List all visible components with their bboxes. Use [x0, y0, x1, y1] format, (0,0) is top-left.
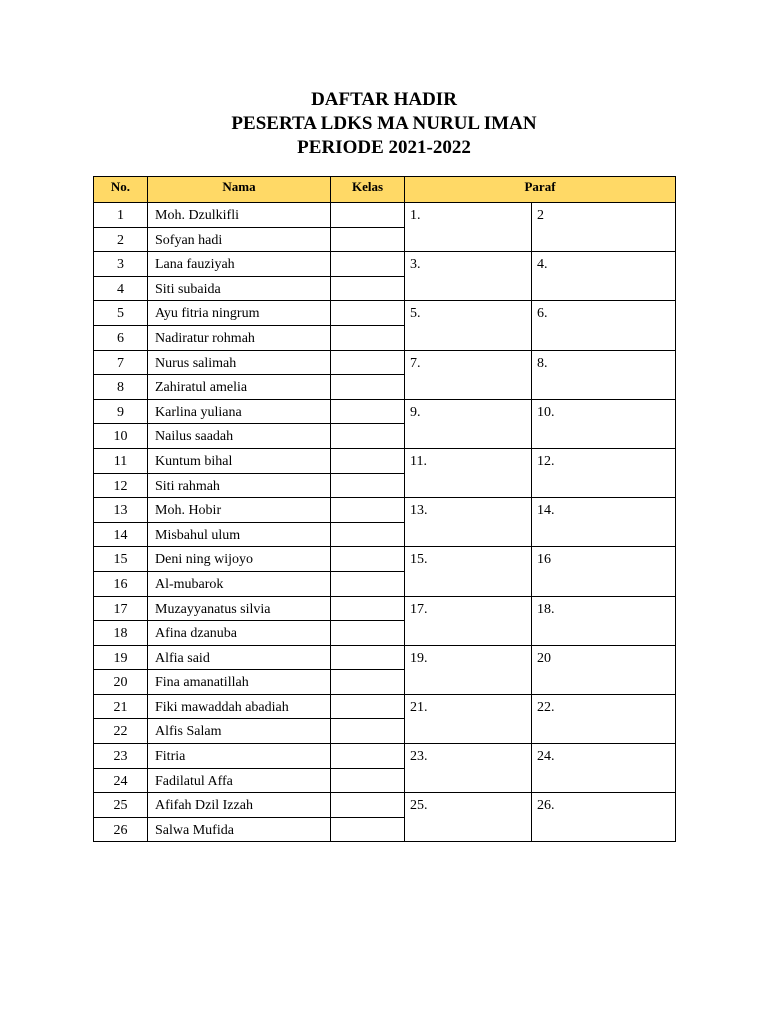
- cell-paraf-left[interactable]: 9.: [405, 399, 532, 448]
- cell-paraf-right[interactable]: 18.: [532, 596, 676, 645]
- cell-paraf-right[interactable]: 24.: [532, 744, 676, 793]
- cell-nama: Salwa Mufida: [148, 817, 331, 842]
- cell-nama: Alfia said: [148, 645, 331, 670]
- cell-kelas[interactable]: [331, 301, 405, 326]
- cell-paraf-left[interactable]: 21.: [405, 694, 532, 743]
- cell-no: 10: [94, 424, 148, 449]
- cell-no: 17: [94, 596, 148, 621]
- cell-paraf-left[interactable]: 7.: [405, 350, 532, 399]
- cell-paraf-left[interactable]: 13.: [405, 498, 532, 547]
- cell-kelas[interactable]: [331, 325, 405, 350]
- cell-no: 25: [94, 793, 148, 818]
- cell-paraf-left[interactable]: 17.: [405, 596, 532, 645]
- cell-nama: Fiki mawaddah abadiah: [148, 694, 331, 719]
- cell-nama: Karlina yuliana: [148, 399, 331, 424]
- table-body: [94, 203, 676, 842]
- cell-paraf-right[interactable]: 14.: [532, 498, 676, 547]
- cell-paraf-left[interactable]: 25.: [405, 793, 532, 842]
- cell-nama: Muzayyanatus silvia: [148, 596, 331, 621]
- cell-no: 12: [94, 473, 148, 498]
- cell-no: 26: [94, 817, 148, 842]
- table-row: [94, 448, 676, 473]
- cell-no: 11: [94, 448, 148, 473]
- table-row: [94, 793, 676, 818]
- cell-nama: Alfis Salam: [148, 719, 331, 744]
- title-line-3: PERIODE 2021-2022: [297, 137, 471, 158]
- cell-kelas[interactable]: [331, 276, 405, 301]
- cell-kelas[interactable]: [331, 522, 405, 547]
- cell-no: 2: [94, 227, 148, 252]
- cell-nama: Kuntum bihal: [148, 448, 331, 473]
- cell-kelas[interactable]: [331, 399, 405, 424]
- cell-paraf-right[interactable]: 8.: [532, 350, 676, 399]
- cell-nama: Nurus salimah: [148, 350, 331, 375]
- cell-no: 6: [94, 325, 148, 350]
- cell-paraf-right[interactable]: 2: [532, 203, 676, 252]
- cell-no: 5: [94, 301, 148, 326]
- cell-paraf-right[interactable]: 4.: [532, 252, 676, 301]
- cell-kelas[interactable]: [331, 793, 405, 818]
- table-row: [94, 744, 676, 769]
- attendance-table: [93, 176, 676, 842]
- cell-no: 1: [94, 203, 148, 228]
- cell-no: 19: [94, 645, 148, 670]
- cell-kelas[interactable]: [331, 424, 405, 449]
- cell-nama: Siti subaida: [148, 276, 331, 301]
- cell-kelas[interactable]: [331, 744, 405, 769]
- cell-paraf-right[interactable]: 12.: [532, 448, 676, 497]
- cell-kelas[interactable]: [331, 448, 405, 473]
- cell-kelas[interactable]: [331, 375, 405, 400]
- title-line-2: PESERTA LDKS MA NURUL IMAN: [231, 113, 537, 134]
- cell-no: 20: [94, 670, 148, 695]
- cell-nama: Nadiratur rohmah: [148, 325, 331, 350]
- table-row: [94, 350, 676, 375]
- cell-nama: Afina dzanuba: [148, 621, 331, 646]
- table-row: [94, 498, 676, 523]
- table-row: [94, 203, 676, 228]
- cell-paraf-right[interactable]: 6.: [532, 301, 676, 350]
- cell-kelas[interactable]: [331, 473, 405, 498]
- cell-nama: Moh. Hobir: [148, 498, 331, 523]
- cell-paraf-right[interactable]: 22.: [532, 694, 676, 743]
- cell-no: 3: [94, 252, 148, 277]
- table-row: [94, 645, 676, 670]
- cell-nama: Misbahul ulum: [148, 522, 331, 547]
- cell-paraf-right[interactable]: 20: [532, 645, 676, 694]
- header-kelas: Kelas: [331, 177, 405, 203]
- cell-kelas[interactable]: [331, 694, 405, 719]
- table-row: [94, 399, 676, 424]
- cell-kelas[interactable]: [331, 768, 405, 793]
- cell-paraf-left[interactable]: 15.: [405, 547, 532, 596]
- cell-nama: Ayu fitria ningrum: [148, 301, 331, 326]
- cell-nama: Moh. Dzulkifli: [148, 203, 331, 228]
- cell-nama: Fadilatul Affa: [148, 768, 331, 793]
- header-nama: Nama: [148, 177, 331, 203]
- table-row: [94, 694, 676, 719]
- cell-nama: Afifah Dzil Izzah: [148, 793, 331, 818]
- cell-kelas[interactable]: [331, 719, 405, 744]
- cell-no: 21: [94, 694, 148, 719]
- cell-kelas[interactable]: [331, 498, 405, 523]
- cell-paraf-left[interactable]: 1.: [405, 203, 532, 252]
- cell-nama: Deni ning wijoyo: [148, 547, 331, 572]
- cell-nama: Siti rahmah: [148, 473, 331, 498]
- cell-nama: Sofyan hadi: [148, 227, 331, 252]
- cell-paraf-left[interactable]: 23.: [405, 744, 532, 793]
- table-header-row: [94, 177, 676, 203]
- cell-kelas[interactable]: [331, 621, 405, 646]
- cell-kelas[interactable]: [331, 547, 405, 572]
- table-row: [94, 596, 676, 621]
- cell-no: 8: [94, 375, 148, 400]
- cell-nama: Nailus saadah: [148, 424, 331, 449]
- cell-nama: Fitria: [148, 744, 331, 769]
- cell-kelas[interactable]: [331, 350, 405, 375]
- cell-kelas[interactable]: [331, 670, 405, 695]
- cell-paraf-left[interactable]: 11.: [405, 448, 532, 497]
- document-title: [0, 88, 768, 160]
- cell-kelas[interactable]: [331, 645, 405, 670]
- cell-nama: Fina amanatillah: [148, 670, 331, 695]
- cell-no: 16: [94, 571, 148, 596]
- cell-paraf-left[interactable]: 19.: [405, 645, 532, 694]
- cell-paraf-right[interactable]: 16: [532, 547, 676, 596]
- cell-paraf-left[interactable]: 5.: [405, 301, 532, 350]
- cell-kelas[interactable]: [331, 817, 405, 842]
- cell-no: 13: [94, 498, 148, 523]
- cell-no: 14: [94, 522, 148, 547]
- title-line-1: DAFTAR HADIR: [311, 89, 457, 110]
- cell-paraf-right[interactable]: 26.: [532, 793, 676, 842]
- cell-no: 4: [94, 276, 148, 301]
- header-paraf: Paraf: [405, 177, 676, 203]
- cell-no: 9: [94, 399, 148, 424]
- cell-nama: Al-mubarok: [148, 571, 331, 596]
- table-row: [94, 547, 676, 572]
- cell-nama: Zahiratul amelia: [148, 375, 331, 400]
- cell-kelas[interactable]: [331, 203, 405, 228]
- cell-nama: Lana fauziyah: [148, 252, 331, 277]
- cell-no: 22: [94, 719, 148, 744]
- cell-kelas[interactable]: [331, 571, 405, 596]
- cell-no: 18: [94, 621, 148, 646]
- table-row: [94, 252, 676, 277]
- cell-no: 23: [94, 744, 148, 769]
- table-row: [94, 301, 676, 326]
- cell-kelas[interactable]: [331, 252, 405, 277]
- cell-paraf-right[interactable]: 10.: [532, 399, 676, 448]
- cell-kelas[interactable]: [331, 596, 405, 621]
- cell-no: 15: [94, 547, 148, 572]
- cell-no: 24: [94, 768, 148, 793]
- cell-paraf-left[interactable]: 3.: [405, 252, 532, 301]
- cell-no: 7: [94, 350, 148, 375]
- cell-kelas[interactable]: [331, 227, 405, 252]
- header-no: No.: [94, 177, 148, 203]
